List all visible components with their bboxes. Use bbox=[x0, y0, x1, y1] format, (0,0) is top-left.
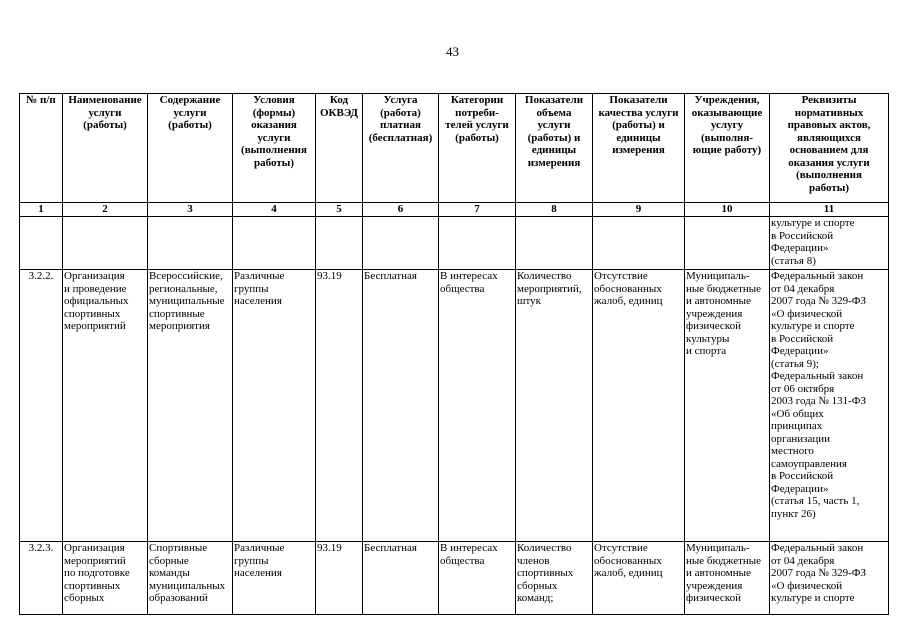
text-line: команд; bbox=[517, 592, 554, 604]
volume-indicators-cell bbox=[516, 270, 593, 542]
text-line: населения bbox=[234, 295, 282, 307]
text-line: сборные bbox=[149, 554, 189, 567]
text-line: Федерации» bbox=[771, 242, 829, 254]
text-line: муниципальных bbox=[149, 579, 226, 592]
text-line: измерения bbox=[612, 144, 665, 156]
text-line: потреби- bbox=[455, 106, 499, 119]
text-line: 93.19 bbox=[317, 542, 342, 554]
okved-code-cell bbox=[316, 542, 363, 615]
text-line: Отсутствие bbox=[594, 542, 648, 554]
text-line: 2007 года № 329-ФЗ bbox=[771, 567, 867, 579]
text-line: в Российской bbox=[771, 470, 834, 482]
text-line: (работы) и bbox=[612, 119, 665, 131]
text-line: Показатели bbox=[609, 94, 668, 106]
empty-cell bbox=[148, 217, 233, 270]
text-line: обоснованных bbox=[594, 554, 662, 567]
text-line: учреждения bbox=[686, 579, 743, 592]
legal-acts-cell bbox=[770, 217, 889, 270]
text-line: услуги bbox=[537, 119, 571, 131]
text-line: Всероссийские, bbox=[149, 270, 223, 282]
text-line: «О физической bbox=[771, 579, 843, 592]
text-line: услугу bbox=[710, 119, 744, 131]
page-number: 43 bbox=[446, 44, 459, 59]
text-line: (работы) bbox=[83, 119, 127, 131]
header-cell bbox=[148, 94, 233, 203]
text-line: и спорта bbox=[686, 345, 727, 357]
text-line: «О физической bbox=[771, 307, 843, 320]
empty-cell bbox=[233, 217, 316, 270]
text-line: обоснованных bbox=[594, 282, 662, 295]
text-line: учреждения bbox=[686, 307, 743, 320]
text-line: образований bbox=[149, 592, 208, 604]
text-line: мероприятий bbox=[64, 554, 126, 567]
text-line: качества услуги bbox=[598, 106, 679, 119]
text-line: физической bbox=[686, 592, 741, 604]
text-line: Организация bbox=[64, 542, 125, 554]
text-line: Категории bbox=[450, 94, 504, 106]
conditions-cell bbox=[233, 542, 316, 615]
header-cell bbox=[233, 94, 316, 203]
text-line: общества bbox=[440, 554, 485, 567]
text-line: спортивных bbox=[64, 579, 121, 592]
text-line: № п/п bbox=[26, 94, 56, 106]
column-number: 4 bbox=[233, 203, 316, 217]
text-line: штук bbox=[517, 295, 541, 307]
text-line: Количество bbox=[517, 542, 572, 554]
text-line: правовых актов, bbox=[787, 119, 871, 131]
text-line: Отсутствие bbox=[594, 270, 648, 282]
column-number: 3 bbox=[148, 203, 233, 217]
column-number: 5 bbox=[316, 203, 363, 217]
text-line: принципах bbox=[771, 420, 823, 432]
legal-acts-cell bbox=[770, 270, 889, 542]
text-line: Показатели bbox=[524, 94, 584, 106]
text-line: являющихся bbox=[797, 131, 861, 144]
text-line: Федерации» bbox=[771, 345, 829, 357]
institutions-cell bbox=[685, 270, 770, 542]
empty-cell bbox=[20, 217, 63, 270]
service-content-cell bbox=[148, 542, 233, 615]
text-line: оказывающие bbox=[691, 106, 763, 119]
text-line: (работы) bbox=[168, 119, 212, 131]
text-line: платная bbox=[380, 119, 421, 131]
text-line: услуги bbox=[257, 131, 291, 144]
service-name-cell bbox=[63, 270, 148, 542]
column-number: 2 bbox=[63, 203, 148, 217]
row-number: 3.2.3. bbox=[20, 542, 63, 615]
text-line: оказания услуги bbox=[788, 156, 870, 169]
table-row bbox=[20, 270, 889, 542]
text-line: Различные bbox=[234, 270, 285, 282]
text-line: мероприятий, bbox=[517, 282, 582, 295]
text-line: (работа) bbox=[380, 106, 421, 119]
empty-cell bbox=[439, 217, 516, 270]
text-line: Код bbox=[329, 94, 349, 106]
header-cell bbox=[63, 94, 148, 203]
text-line: Условия bbox=[253, 94, 295, 106]
text-line: Содержание bbox=[159, 94, 221, 106]
text-line: Бесплатная bbox=[364, 270, 417, 282]
header-cell bbox=[516, 94, 593, 203]
text-line: Федерации» bbox=[771, 482, 829, 495]
header-cell bbox=[363, 94, 439, 203]
empty-cell bbox=[685, 217, 770, 270]
text-line: Спортивные bbox=[149, 542, 208, 554]
consumer-categories-cell bbox=[439, 542, 516, 615]
text-line: основанием для bbox=[789, 144, 869, 156]
text-line: (работы) bbox=[455, 131, 499, 144]
text-line: и автономные bbox=[686, 295, 751, 307]
paid-status-cell bbox=[363, 542, 439, 615]
text-line: от 06 октября bbox=[771, 382, 835, 395]
quality-indicators-cell bbox=[593, 270, 685, 542]
text-line: Услуга bbox=[383, 94, 418, 106]
text-line: 2007 года № 329-ФЗ bbox=[771, 295, 867, 307]
text-line: членов bbox=[517, 554, 550, 567]
text-line: от 04 декабря bbox=[771, 282, 835, 295]
header-row bbox=[20, 94, 889, 203]
continuation-row bbox=[20, 217, 889, 270]
text-line: нормативных bbox=[794, 106, 864, 119]
text-line: и автономные bbox=[686, 567, 751, 579]
text-line: работы) bbox=[254, 156, 294, 169]
conditions-cell bbox=[233, 270, 316, 542]
service-name-cell bbox=[63, 542, 148, 615]
services-register-table bbox=[19, 93, 889, 615]
text-line: Количество bbox=[517, 270, 572, 282]
header-cell bbox=[316, 94, 363, 203]
text-line: ные бюджетные bbox=[686, 554, 762, 567]
text-line: (статья 9); bbox=[771, 357, 819, 370]
text-line: официальных bbox=[64, 295, 129, 307]
text-line: и проведение bbox=[64, 282, 127, 295]
header-cell bbox=[20, 94, 63, 203]
text-line: по подготовке bbox=[64, 567, 130, 579]
text-line: спортивных bbox=[64, 307, 121, 320]
legal-acts-cell bbox=[770, 542, 889, 615]
text-line: ющие работу) bbox=[692, 144, 762, 156]
text-line: (выполня- bbox=[700, 131, 753, 144]
okved-code-cell bbox=[316, 270, 363, 542]
text-line: В интересах bbox=[440, 270, 498, 282]
text-line: Федеральный закон bbox=[771, 542, 864, 554]
volume-indicators-cell bbox=[516, 542, 593, 615]
text-line: В интересах bbox=[440, 542, 498, 554]
text-line: местного bbox=[771, 445, 814, 457]
column-number: 9 bbox=[593, 203, 685, 217]
text-line: единицы bbox=[616, 131, 661, 144]
text-line: организации bbox=[771, 432, 831, 445]
text-line: самоуправления bbox=[771, 457, 847, 470]
text-line: спортивных bbox=[517, 567, 574, 579]
text-line: культуре и спорте bbox=[771, 592, 855, 604]
text-line: пункт 26) bbox=[771, 507, 816, 520]
text-line: от 04 декабря bbox=[771, 554, 835, 567]
header-cell bbox=[439, 94, 516, 203]
text-line: Федеральный закон bbox=[771, 270, 864, 282]
text-line: общества bbox=[440, 282, 485, 295]
text-line: (работы) и bbox=[527, 131, 581, 144]
text-line: (статья 15, часть 1, bbox=[771, 495, 860, 507]
text-line: мероприятий bbox=[64, 320, 126, 332]
empty-cell bbox=[63, 217, 148, 270]
text-line: Муниципаль- bbox=[686, 542, 750, 554]
text-line: в Российской bbox=[771, 229, 834, 242]
column-number: 10 bbox=[685, 203, 770, 217]
text-line: культуре и спорте bbox=[771, 320, 855, 332]
text-line: (выполнения bbox=[796, 169, 862, 181]
column-number: 11 bbox=[770, 203, 889, 217]
column-number-row bbox=[20, 203, 889, 217]
header-cell bbox=[770, 94, 889, 203]
text-line: Различные bbox=[234, 542, 285, 554]
text-line: (выполнения bbox=[241, 144, 307, 156]
text-line: Бесплатная bbox=[364, 542, 417, 554]
text-line: команды bbox=[149, 567, 190, 579]
row-number: 3.2.2. bbox=[20, 270, 63, 542]
column-number: 7 bbox=[439, 203, 516, 217]
text-line: спортивные bbox=[149, 307, 205, 320]
text-line: физической bbox=[686, 320, 741, 332]
text-line: муниципальные bbox=[149, 295, 225, 307]
quality-indicators-cell bbox=[593, 542, 685, 615]
text-line: мероприятия bbox=[149, 320, 210, 332]
text-line: услуги bbox=[88, 106, 122, 119]
text-line: 93.19 bbox=[317, 270, 342, 282]
text-line: группы bbox=[234, 282, 269, 295]
text-line: группы bbox=[234, 554, 269, 567]
header-cell bbox=[593, 94, 685, 203]
text-line: услуги bbox=[173, 106, 207, 119]
column-number: 8 bbox=[516, 203, 593, 217]
column-number: 1 bbox=[20, 203, 63, 217]
text-line: (формы) bbox=[252, 106, 296, 119]
text-line: Реквизиты bbox=[801, 94, 857, 106]
table-row bbox=[20, 542, 889, 615]
empty-cell bbox=[593, 217, 685, 270]
text-line: объема bbox=[536, 106, 572, 119]
text-line: Организация bbox=[64, 270, 125, 282]
institutions-cell bbox=[685, 542, 770, 615]
text-line: сборных bbox=[517, 579, 558, 592]
text-line: населения bbox=[234, 567, 282, 579]
empty-cell bbox=[516, 217, 593, 270]
text-line: Муниципаль- bbox=[686, 270, 750, 282]
empty-cell bbox=[316, 217, 363, 270]
text-line: «Об общих bbox=[771, 407, 824, 420]
text-line: в Российской bbox=[771, 332, 834, 345]
text-line: Федеральный закон bbox=[771, 370, 864, 382]
text-line: Учреждения, bbox=[694, 94, 760, 106]
text-line: измерения bbox=[527, 156, 581, 169]
text-line: (бесплатная) bbox=[368, 131, 433, 144]
text-line: региональные, bbox=[149, 282, 218, 295]
text-line: оказания bbox=[251, 119, 297, 131]
text-line: работы) bbox=[809, 181, 849, 194]
text-line: культуре и спорте bbox=[771, 217, 855, 229]
text-line: жалоб, единиц bbox=[594, 295, 663, 307]
consumer-categories-cell bbox=[439, 270, 516, 542]
text-line: культуры bbox=[686, 332, 730, 345]
text-line: Наименование bbox=[68, 94, 142, 106]
service-content-cell bbox=[148, 270, 233, 542]
text-line: телей услуги bbox=[445, 119, 509, 131]
text-line: 2003 года № 131-ФЗ bbox=[771, 395, 867, 407]
text-line: единицы bbox=[531, 144, 577, 156]
header-cell bbox=[685, 94, 770, 203]
text-line: жалоб, единиц bbox=[594, 567, 663, 579]
text-line: (статья 8) bbox=[771, 254, 816, 267]
paid-status-cell bbox=[363, 270, 439, 542]
empty-cell bbox=[363, 217, 439, 270]
text-line: сборных bbox=[64, 592, 105, 604]
text-line: ные бюджетные bbox=[686, 282, 762, 295]
column-number: 6 bbox=[363, 203, 439, 217]
text-line: ОКВЭД bbox=[320, 106, 358, 119]
